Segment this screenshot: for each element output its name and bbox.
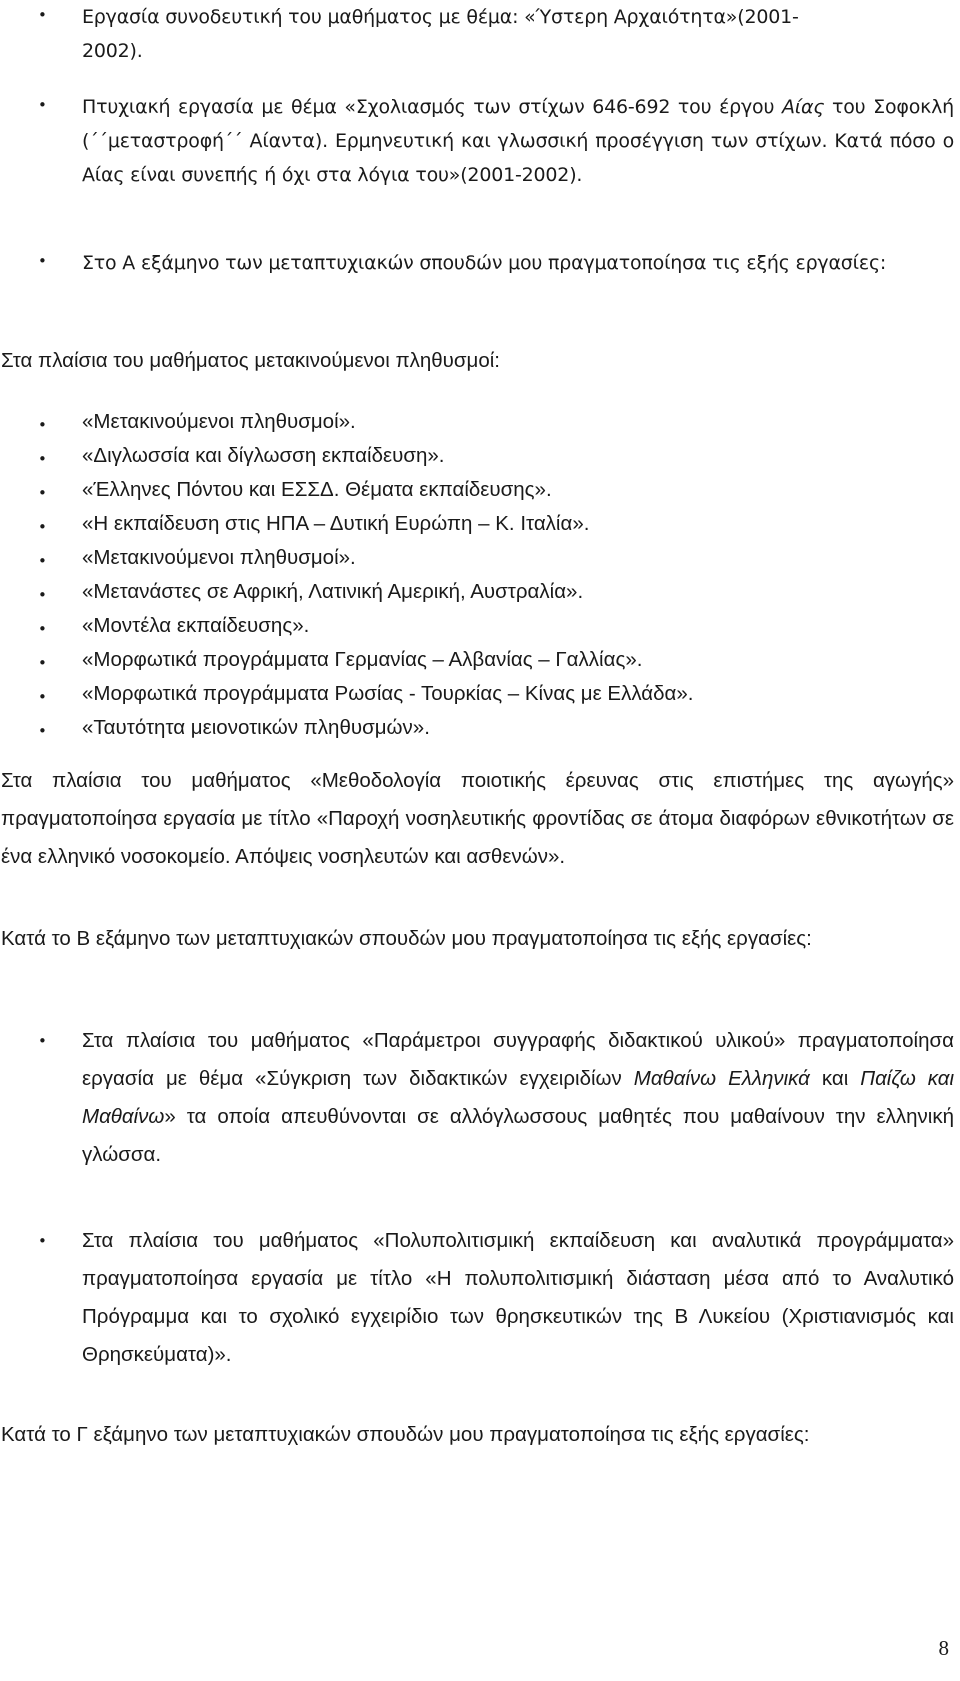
course-item: «Μετανάστες σε Αφρική, Λατινική Αμερική, Αυστραλία». bbox=[82, 580, 584, 603]
b-item-1-part2: και bbox=[809, 1067, 861, 1090]
intro-bullet-1-line1: Εργασία συνοδευτική του μαθήματος με θέμα: «Ύστερη Αρχαιότητα»(2001- bbox=[82, 6, 799, 28]
course-item: «Ταυτότητα μειονοτικών πληθυσμών». bbox=[82, 716, 430, 739]
bullet-marker: • bbox=[38, 654, 47, 672]
course-item: «Μορφωτικά προγράμματα Ρωσίας - Τουρκίας – Κίνας με Ελλάδα». bbox=[82, 682, 694, 705]
bullet-marker: • bbox=[38, 1232, 47, 1250]
course-item: «Μορφωτικά προγράμματα Γερμανίας – Αλβανίας – Γαλλίας». bbox=[82, 648, 643, 671]
page-number: 8 bbox=[938, 1636, 949, 1660]
bullet-marker: • bbox=[38, 620, 47, 638]
course-intro: Στα πλαίσια του μαθήματος μετακινούμενοι πληθυσμοί: bbox=[1, 349, 500, 372]
b-item-1-book1: Μαθαίνω Ελληνικά bbox=[633, 1067, 810, 1090]
intro-bullet-3: Στο Α εξάμηνο των μεταπτυχιακών σπουδών μου πραγματοποίησα τις εξής εργασίες: bbox=[82, 252, 887, 274]
bullet-marker: • bbox=[38, 518, 47, 536]
bullet-marker: • bbox=[38, 552, 47, 570]
bullet-marker: • bbox=[38, 96, 47, 114]
course-item: «Η εκπαίδευση στις ΗΠΑ – Δυτική Ευρώπη – Κ. Ιταλία». bbox=[82, 512, 590, 535]
semester-c-heading: Κατά το Γ εξάμηνο των μεταπτυχιακών σπουδών μου πραγματοποίησα τις εξής εργασίες: bbox=[1, 1423, 810, 1446]
course-item: «Μετακινούμενοι πληθυσμοί». bbox=[82, 546, 356, 569]
semester-b-item-2: Στα πλαίσια του μαθήματος «Πολυπολιτισμική εκπαίδευση και αναλυτικά προγράμματα» πραγματοποίησα εργασία με τίτλο «Η πολυπολιτισμική διάσταση μέσα από το Αναλυτικό Πρόγραμμα και το σχολικό εγχειρίδιο των θρησκευτικών της Β Λυκείου (Χριστιανισμός και Θρησκεύματα)». bbox=[82, 1229, 954, 1366]
b-item-1-book2: Παίζω και Μαθαίνω bbox=[82, 1067, 955, 1128]
bullet-marker: • bbox=[38, 252, 47, 270]
bullet-marker: • bbox=[38, 1032, 47, 1050]
course-item: «Διγλωσσία και δίγλωσση εκπαίδευση». bbox=[82, 444, 445, 467]
semester-b-heading: Κατά το Β εξάμηνο των μεταπτυχιακών σπουδών μου πραγματοποίησα τις εξής εργασίες: bbox=[1, 927, 812, 950]
b-item-1-part1: Στα πλαίσια του μαθήματος «Παράμετροι συγγραφής διδακτικού υλικού» πραγματοποίησα εργασία με θέμα «Σύγκριση των διδακτικών εγχειριδίων bbox=[82, 1029, 954, 1090]
bullet-marker: • bbox=[38, 450, 47, 468]
bullet-marker: • bbox=[38, 688, 47, 706]
bullet-marker: • bbox=[38, 722, 47, 740]
bullet-marker: • bbox=[38, 6, 47, 24]
intro-bullet-1-line2: 2002). bbox=[82, 40, 143, 62]
bullet-marker: • bbox=[38, 416, 47, 434]
intro-bullet-2-rest: του Σοφοκλή (΄΄μεταστροφή΄΄ Αίαντα). Ερμηνευτική και γλωσσική προσέγγιση των στίχων. Κατά πόσο ο Αίας είναι συνεπής ή όχι στα λόγια του»(2001-2002). bbox=[82, 96, 955, 186]
bullet-marker: • bbox=[38, 484, 47, 502]
course-item: «Μοντέλα εκπαίδευσης». bbox=[82, 614, 310, 637]
intro-bullet-1 bbox=[82, 0, 954, 68]
methodology-paragraph: Στα πλαίσια του μαθήματος «Μεθοδολογία ποιοτικής έρευνας στις επιστήμες της αγωγής» πραγματοποίησα εργασία με τίτλο «Παροχή νοσηλευτικής φροντίδας σε άτομα διαφόρων εθνικοτήτων σε ένα ελληνικό νοσοκομείο. Απόψεις νοσηλευτών και ασθενών». bbox=[1, 769, 954, 868]
b-item-1-part3: » τα οποία απευθύνονται σε αλλόγλωσσους μαθητές που μαθαίνουν την ελληνική γλώσσα. bbox=[82, 1105, 954, 1166]
intro-bullet-2-title: Αίας bbox=[781, 96, 825, 118]
course-item: «Μετακινούμενοι πληθυσμοί». bbox=[82, 410, 356, 433]
semester-b-item-1 bbox=[82, 1022, 954, 1174]
intro-bullet-2 bbox=[82, 90, 954, 192]
bullet-marker: • bbox=[38, 586, 47, 604]
intro-bullet-2-lead: Πτυχιακή εργασία με θέμα «Σχολιασμός των στίχων 646-692 του έργου bbox=[82, 96, 782, 118]
course-item: «Έλληνες Πόντου και ΕΣΣΔ. Θέματα εκπαίδευσης». bbox=[82, 478, 552, 501]
